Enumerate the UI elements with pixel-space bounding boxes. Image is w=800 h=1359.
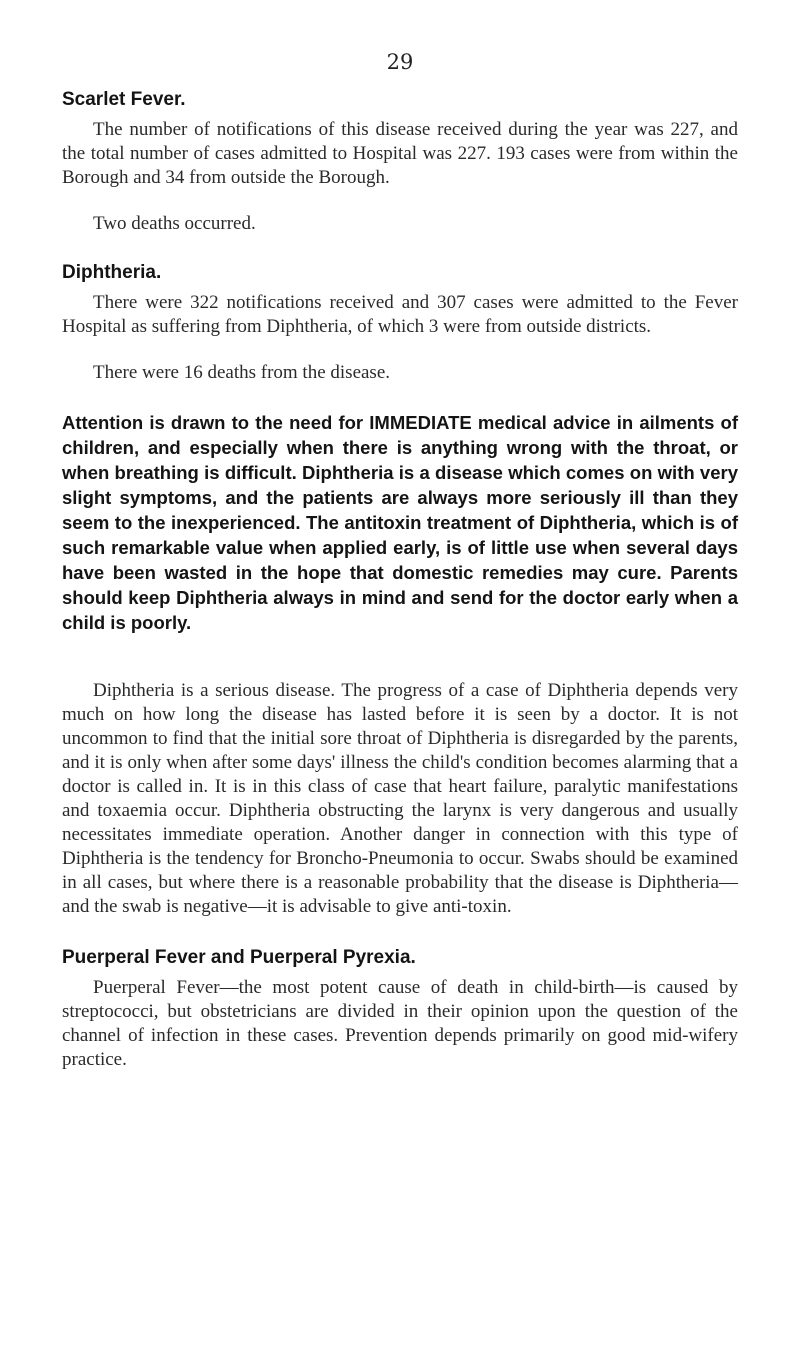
heading-diphtheria: Diphtheria. (62, 262, 162, 283)
attention-notice: Attention is drawn to the need for IMMEDIATE medical advice in ailments of children, and especially when there is anything wrong with the throat, or when breathing is difficult. Diphtheria is a disease which comes on with very slight symptoms, and the patients are always more seriously ill than they seem to the inexperienced. The antitoxin treatment of Diphtheria, which is of such remarkable value when applied early, is of little use when several days have been wasted in the hope that domestic remedies may cure. Parents should keep Diphtheria always in mind and send for the doctor early when a child is poorly. (62, 412, 738, 633)
paragraph-diphtheria-deaths: There were 16 deaths from the disease. (93, 362, 391, 383)
section-puerperal (62, 946, 738, 1072)
section-scarlet-fever (62, 88, 738, 236)
paragraph-puerperal-fever: Puerperal Fever—the most potent cause of death in child-birth—is caused by streptococci, but obstetricians are divided in their opinion upon the question of the channel of infection in these cases. Prevention depends primarily on good mid-wifery practice. (62, 977, 738, 1070)
paragraph-scarlet-fever-notifications: The number of notifications of this disease received during the year was 227, and the total number of cases admitted to Hospital was 227. 193 cases were from within the Borough and 34 from outside the Borough. (62, 119, 738, 188)
paragraph-diphtheria-serious: Diphtheria is a serious disease. The progress of a case of Diphtheria depends very much on how long the disease has lasted before it is seen by a doctor. It is not uncommon to find that the initial sore throat of Diphtheria is disregarded by the parents, and it is only when after some days' illness the child's condition becomes alarming that a doctor is called in. It is in this class of case that heart failure, paralytic manifestations and toxaemia occur. Diphtheria obstructing the larynx is very dangerous and usually necessitates immediate operation. Another danger in connection with this type of Diphtheria is the tendency for Broncho-Pneumonia to occur. Swabs should be examined in all cases, but where there is a reasonable probability that the disease is Diphtheria—and the swab is negative—it is advisable to give anti-toxin. (62, 680, 738, 917)
paragraph-diphtheria-notifications: There were 322 notifications received and 307 cases were admitted to the Fever Hospital as suffering from Diphtheria, of which 3 were from outside districts. (62, 292, 738, 337)
page-content (62, 88, 738, 1097)
heading-scarlet-fever: Scarlet Fever. (62, 89, 186, 110)
page-number: 29 (386, 50, 414, 74)
paragraph-scarlet-fever-deaths: Two deaths occurred. (93, 213, 256, 234)
heading-puerperal: Puerperal Fever and Puerperal Pyrexia. (62, 947, 416, 968)
section-diphtheria (62, 261, 738, 385)
